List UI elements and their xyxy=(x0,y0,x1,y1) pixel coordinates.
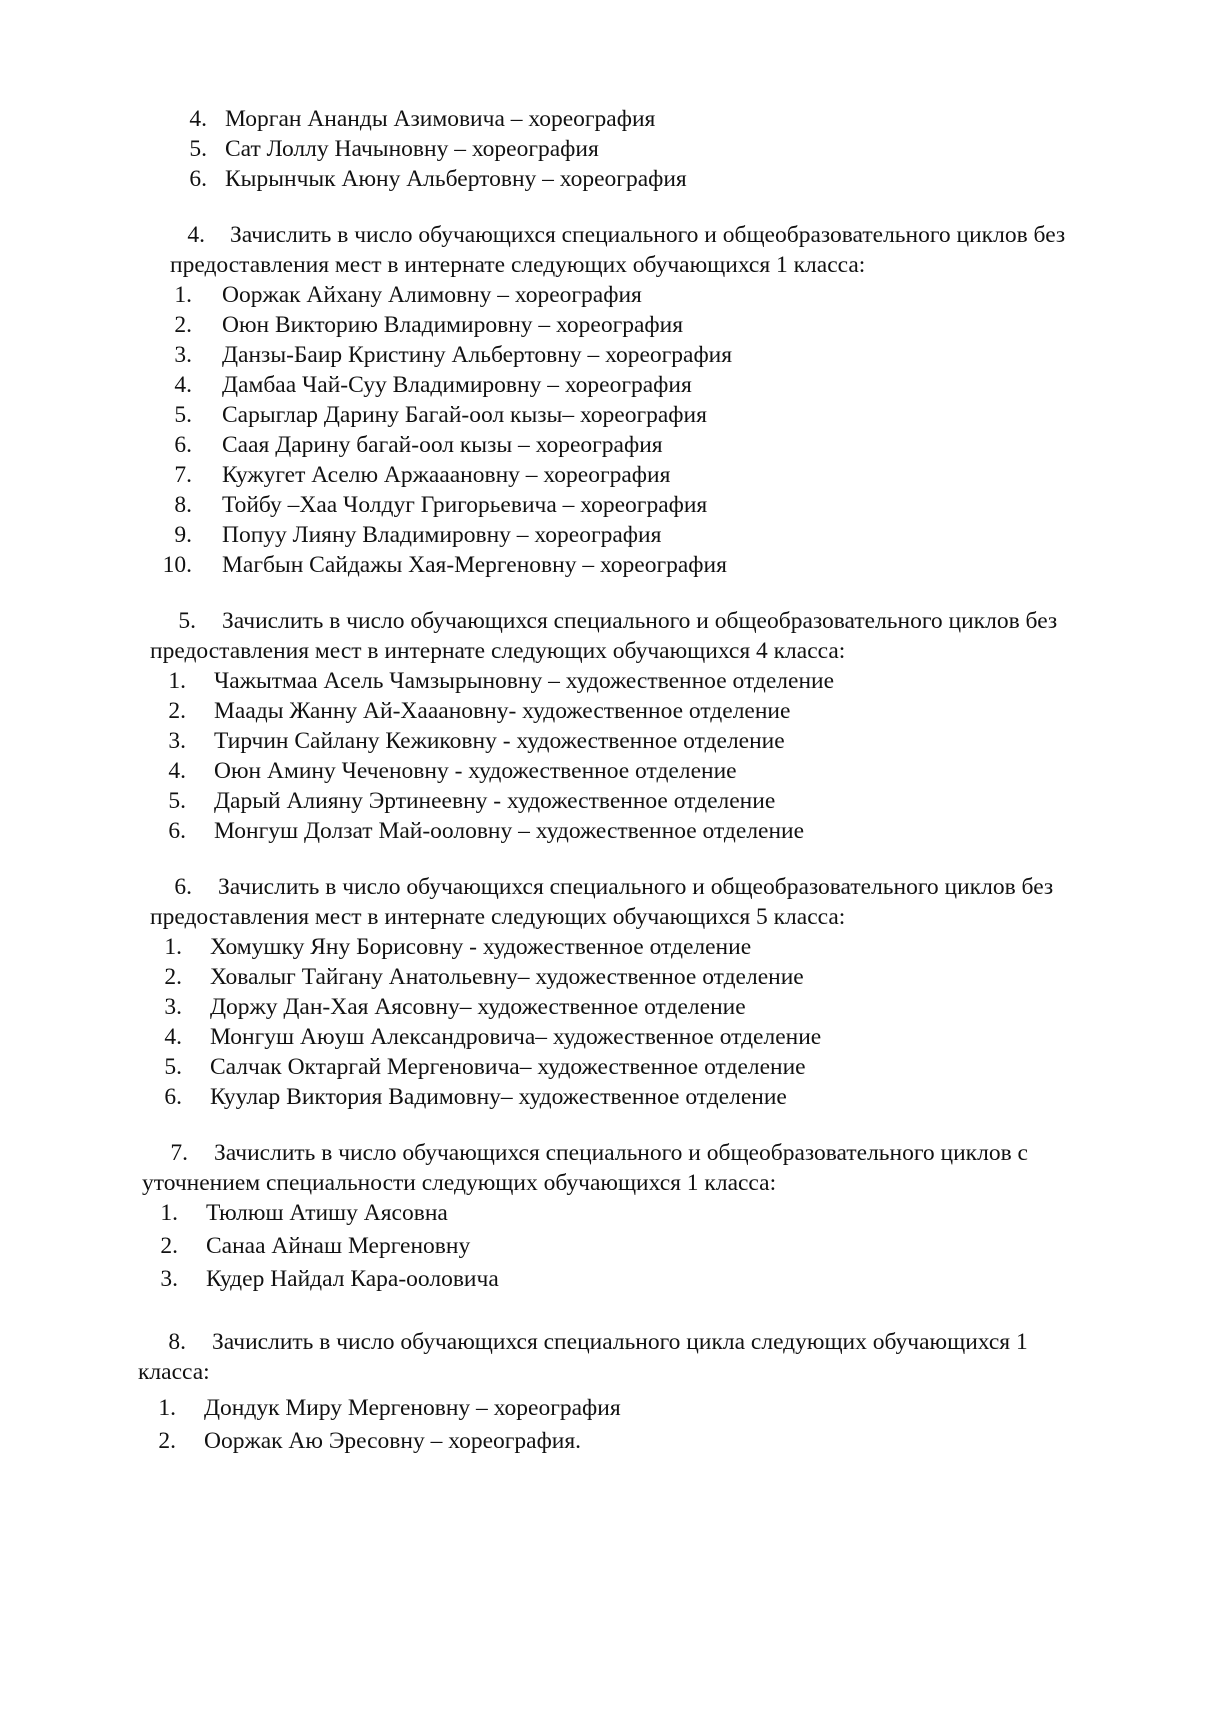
list-item-number: 4. xyxy=(174,372,192,398)
list-item-text: Дамбаа Чай-Суу Владимировну – хореография xyxy=(222,372,692,398)
list-item-number: 6. xyxy=(168,818,186,844)
list-item-number: 1. xyxy=(174,282,192,308)
list-item xyxy=(150,370,1150,400)
list-item-number: 6. xyxy=(174,432,192,458)
list-item-text: Салчак Октаргай Мергеновича– художественное отделение xyxy=(210,1054,806,1080)
list-item-number: 4. xyxy=(168,758,186,784)
section-number: 8. xyxy=(168,1329,186,1355)
list-item-text: Дондук Миру Мергеновну – хореография xyxy=(204,1395,621,1421)
document-body xyxy=(138,104,1150,1459)
list-item xyxy=(150,134,1150,164)
list-item-text: Тойбу –Хаа Чолдуг Григорьевича – хореография xyxy=(222,492,708,518)
list-item xyxy=(150,1022,1150,1052)
section-text-line1: Зачислить в число обучающихся специального и общеобразовательного циклов с xyxy=(214,1140,1028,1166)
list-item-number: 2. xyxy=(168,698,186,724)
section-heading xyxy=(150,872,1150,902)
section-heading xyxy=(150,606,1150,636)
list-item-number: 6. xyxy=(164,1084,182,1110)
list-item-text: Кырынчык Аюну Альбертовну – хореография xyxy=(225,166,687,192)
section-text-line1: Зачислить в число обучающихся специального и общеобразовательного циклов без xyxy=(218,874,1054,900)
list-item-number: 1. xyxy=(158,1395,176,1421)
list-item-text: Маады Жанну Ай-Хааановну- художественное отделение xyxy=(214,698,791,724)
list-item-text: Куулар Виктория Вадимовну– художественное отделение xyxy=(210,1084,787,1110)
list-item-number: 1. xyxy=(160,1200,178,1226)
section-text-line2: предоставления мест в интернате следующих обучающихся 1 класса: xyxy=(170,252,866,278)
list-item-number: 4. xyxy=(189,106,207,132)
section-5 xyxy=(150,606,1150,846)
list-item-number: 6. xyxy=(189,166,207,192)
list-item-number: 5. xyxy=(164,1054,182,1080)
list-item-number: 1. xyxy=(164,934,182,960)
list-item xyxy=(150,992,1150,1022)
list-item-text: Ховалыг Тайгану Анатольевну– художественное отделение xyxy=(210,964,804,990)
list-item-text: Хомушку Яну Борисовну - художественное отделение xyxy=(210,934,752,960)
list-item xyxy=(150,430,1150,460)
list-item-number: 5. xyxy=(168,788,186,814)
list-item-text: Доржу Дан-Хая Аясовну– художественное отделение xyxy=(210,994,746,1020)
list-item-text: Кужугет Аселю Аржааановну – хореография xyxy=(222,462,671,488)
list-item-text: Морган Ананды Азимовича – хореография xyxy=(225,106,656,132)
section-text-line2: предоставления мест в интернате следующих обучающихся 4 класса: xyxy=(150,638,846,664)
list-item xyxy=(150,1264,1150,1297)
list-item xyxy=(150,1198,1150,1231)
list-item-text: Монгуш Долзат Май-ооловну – художественное отделение xyxy=(214,818,805,844)
section-number: 5. xyxy=(178,608,196,634)
list-item-number: 10. xyxy=(162,552,192,578)
list-item-text: Тирчин Сайлану Кежиковну - художественное отделение xyxy=(214,728,785,754)
list-item xyxy=(150,520,1150,550)
list-item-number: 3. xyxy=(160,1266,178,1292)
list-item-text: Сарыглар Дарину Багай-оол кызы– хореография xyxy=(222,402,707,428)
list-item-number: 3. xyxy=(174,342,192,368)
list-item-text: Ооржак Аю Эресовну – хореография. xyxy=(204,1428,582,1454)
list-item-number: 2. xyxy=(158,1428,176,1454)
list-item xyxy=(150,550,1150,580)
list-item-number: 8. xyxy=(174,492,192,518)
list-item xyxy=(150,340,1150,370)
list-item-number: 1. xyxy=(168,668,186,694)
list-item-number: 7. xyxy=(174,462,192,488)
list-item-number: 4. xyxy=(164,1024,182,1050)
list-item-number: 2. xyxy=(174,312,192,338)
list-item xyxy=(150,816,1150,846)
list-item-text: Сат Лоллу Начыновну – хореография xyxy=(225,136,599,162)
section-6 xyxy=(150,872,1150,1112)
section-text-line1: Зачислить в число обучающихся специального цикла следующих обучающихся 1 xyxy=(212,1329,1028,1355)
list-item-text: Попуу Лияну Владимировну – хореография xyxy=(222,522,662,548)
list-item-number: 3. xyxy=(168,728,186,754)
list-item-text: Кудер Найдал Кара-ооловича xyxy=(206,1266,499,1292)
list-item xyxy=(150,460,1150,490)
top-list xyxy=(150,104,1150,194)
list-item xyxy=(150,1393,1150,1426)
section-text-line2: класса: xyxy=(138,1359,210,1385)
list-item xyxy=(150,104,1150,134)
list-item xyxy=(150,310,1150,340)
section-number: 7. xyxy=(170,1140,188,1166)
list-item-text: Монгуш Аюуш Александровича– художественное отделение xyxy=(210,1024,822,1050)
list-item xyxy=(150,1426,1150,1459)
section-4 xyxy=(150,220,1150,580)
list-item-text: Оюн Амину Чеченовну - художественное отделение xyxy=(214,758,737,784)
list-item xyxy=(150,1231,1150,1264)
section-number: 6. xyxy=(174,874,192,900)
list-item xyxy=(150,164,1150,194)
list-item-number: 2. xyxy=(160,1233,178,1259)
list-item xyxy=(150,1082,1150,1112)
list-item xyxy=(150,490,1150,520)
section-text-line1: Зачислить в число обучающихся специального и общеобразовательного циклов без xyxy=(230,222,1066,248)
list-item-text: Чажытмаа Асель Чамзырыновну – художественное отделение xyxy=(214,668,835,694)
list-item-number: 9. xyxy=(174,522,192,548)
list-item-text: Санаа Айнаш Мергеновну xyxy=(206,1233,471,1259)
section-text-line2: уточнением специальности следующих обучающихся 1 класса: xyxy=(142,1170,777,1196)
section-8 xyxy=(138,1327,1150,1459)
list-item xyxy=(150,280,1150,310)
section-text-line1: Зачислить в число обучающихся специального и общеобразовательного циклов без xyxy=(222,608,1058,634)
list-item-text: Ооржак Айхану Алимовну – хореография xyxy=(222,282,642,308)
list-item xyxy=(150,696,1150,726)
list-item-text: Тюлюш Атишу Аясовна xyxy=(206,1200,448,1226)
list-item-text: Саая Дарину багай-оол кызы – хореография xyxy=(222,432,663,458)
list-item-text: Данзы-Баир Кристину Альбертовну – хореография xyxy=(222,342,733,368)
list-item xyxy=(150,962,1150,992)
list-item-text: Дарый Алияну Эртинеевну - художественное отделение xyxy=(214,788,776,814)
list-item xyxy=(150,726,1150,756)
list-item xyxy=(150,786,1150,816)
list-item-text: Магбын Сайдажы Хая-Мергеновну – хореография xyxy=(222,552,727,578)
list-item-number: 3. xyxy=(164,994,182,1020)
list-item xyxy=(150,400,1150,430)
section-7 xyxy=(142,1138,1150,1297)
section-heading xyxy=(150,220,1150,250)
section-number: 4. xyxy=(187,222,205,248)
section-heading xyxy=(150,1138,1150,1168)
list-item xyxy=(150,666,1150,696)
list-item xyxy=(150,756,1150,786)
list-item xyxy=(150,1052,1150,1082)
list-item-number: 5. xyxy=(189,136,207,162)
list-item-number: 5. xyxy=(174,402,192,428)
list-item xyxy=(150,932,1150,962)
section-heading xyxy=(150,1327,1150,1357)
list-item-text: Оюн Викторию Владимировну – хореография xyxy=(222,312,684,338)
section-text-line2: предоставления мест в интернате следующих обучающихся 5 класса: xyxy=(150,904,846,930)
list-item-number: 2. xyxy=(164,964,182,990)
